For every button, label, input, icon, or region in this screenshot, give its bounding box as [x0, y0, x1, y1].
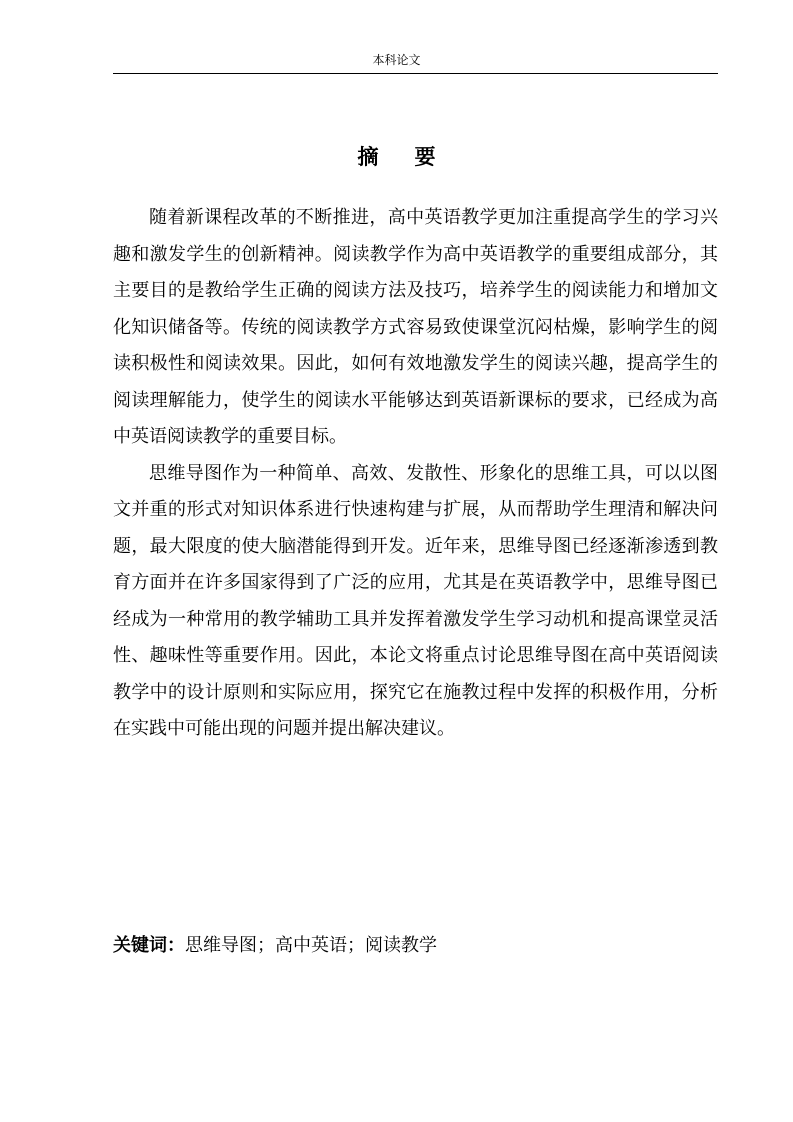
- running-header: 本科论文: [372, 53, 421, 67]
- abstract-paragraph-1: 随着新课程改革的不断推进，高中英语教学更加注重提高学生的学习兴趣和激发学生的创新精神。阅读教学作为高中英语教学的重要组成部分，其主要目的是教给学生正确的阅读方法及技巧，培养学生的阅读能力和增加文化知识储备等。传统的阅读教学方式容易致使课堂沉闷枯燥，影响学生的阅读积极性和阅读效果。因此，如何有效地激发学生的阅读兴趣，提高学生的阅读理解能力，使学生的阅读水平能够达到英语新课标的要求，已经成为高中英语阅读教学的重要目标。: [113, 207, 718, 447]
- header-divider: [113, 73, 718, 74]
- abstract-paragraph-2: 思维导图作为一种简单、高效、发散性、形象化的思维工具，可以以图文并重的形式对知识体系进行快速构建与扩展，从而帮助学生理清和解决问题，最大限度的使大脑潜能得到开发。近年来，思维导图已经逐渐渗透到教育方面并在许多国家得到了广泛的应用，尤其是在英语教学中，思维导图已经成为一种常用的教学辅助工具并发挥着激发学生学习动机和提高课堂灵活性、趣味性等重要作用。因此，本论文将重点讨论思维导图在高中英语阅读教学中的设计原则和实际应用，探究它在施教过程中发挥的积极作用，分析在实践中可能出现的问题并提出解决建议。: [113, 462, 718, 739]
- keywords-line: [113, 928, 718, 964]
- keywords-label: 关键词：: [113, 935, 185, 956]
- abstract-body: [113, 200, 718, 748]
- abstract-title: 摘要: [357, 145, 472, 169]
- keywords-value: 思维导图；高中英语；阅读教学: [185, 935, 437, 956]
